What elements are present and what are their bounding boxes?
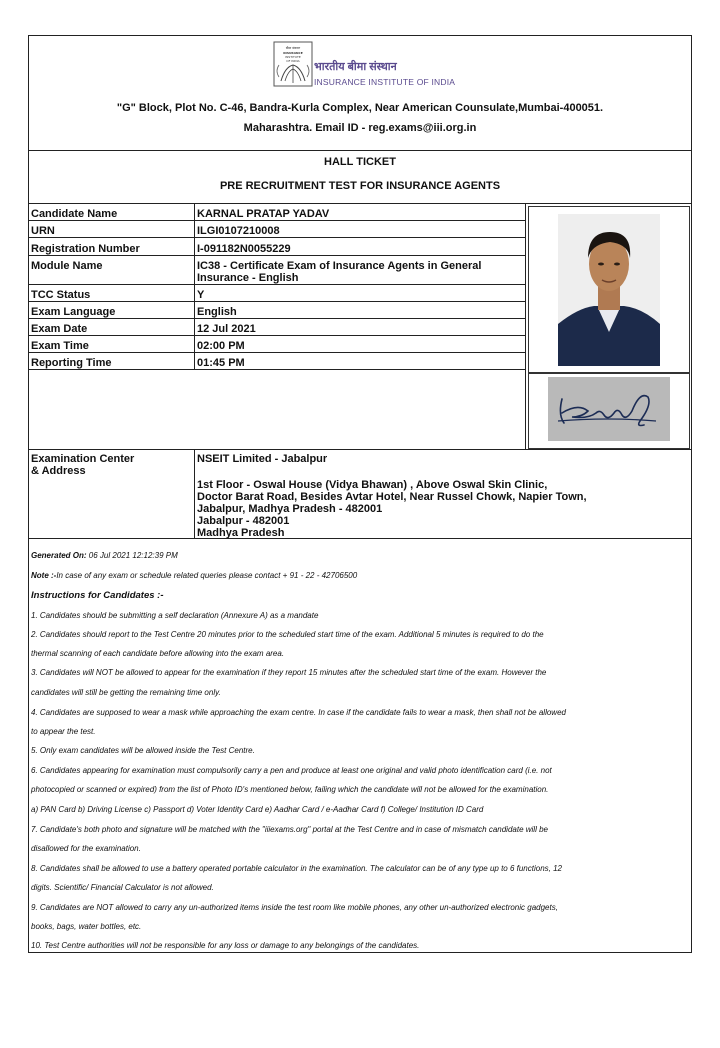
- row-divider: [29, 220, 525, 221]
- note-text: In case of any exam or schedule related queries please contact + 91 - 22 - 42706500: [56, 571, 358, 580]
- svg-text:INSURANCE: INSURANCE: [283, 51, 303, 55]
- row-divider: [29, 255, 525, 256]
- contact-note: [31, 571, 357, 580]
- instructions-heading: Instructions for Candidates :-: [31, 590, 164, 601]
- ticket-title-block: [29, 150, 691, 204]
- exam-date-value: 12 Jul 2021: [197, 323, 256, 335]
- exam-center-address-line3: Jabalpur, Madhya Pradesh - 482001: [197, 503, 383, 515]
- reporting-time-label: Reporting Time: [31, 357, 112, 369]
- instruction-line: 10. Test Centre authorities will not be responsible for any loss or damage to any belongings of the candidates.: [31, 941, 420, 950]
- exam-date-label: Exam Date: [31, 323, 88, 335]
- institute-logo-icon: [273, 41, 313, 87]
- institute-email-line: Maharashtra. Email ID - reg.exams@iii.org.in: [243, 122, 477, 134]
- row-divider: [29, 284, 525, 285]
- candidate-signature: [548, 377, 670, 441]
- exam-center-address-line4: Jabalpur - 482001: [197, 515, 290, 527]
- instruction-line: 7. Candidate's both photo and signature will be matched with the "iiiexams.org" portal at the Test Centre and in case of mismatch candidate will be: [31, 825, 548, 834]
- instruction-line: 5. Only exam candidates will be allowed inside the Test Centre.: [31, 746, 255, 755]
- exam-center-name: NSEIT Limited - Jabalpur: [197, 453, 328, 465]
- hall-ticket: [28, 35, 692, 953]
- row-divider: [29, 301, 525, 302]
- row-divider: [29, 369, 525, 370]
- exam-time-label: Exam Time: [31, 340, 89, 352]
- exam-center-label-line1: Examination Center: [31, 453, 135, 465]
- instruction-line: thermal scanning of each candidate before allowing into the exam area.: [31, 649, 285, 658]
- candidate-name-label: Candidate Name: [31, 208, 118, 220]
- exam-language-label: Exam Language: [31, 306, 116, 318]
- column-divider: [194, 203, 195, 369]
- instruction-line: 6. Candidates appearing for examination must compulsorily carry a pen and produce at least one original and valid photo identification card (i.e. not: [31, 766, 552, 775]
- instruction-line: 8. Candidates shall be allowed to use a battery operated portable calculator in the examination. The calculator can be of any type up to 6 functions, 12: [31, 864, 562, 873]
- exam-title: PRE RECRUITMENT TEST FOR INSURANCE AGENTS: [219, 180, 501, 192]
- institute-address: "G" Block, Plot No. C-46, Bandra-Kurla Complex, Near American Counsulate,Mumbai-400051.: [116, 102, 604, 114]
- exam-center-address-line5: Madhya Pradesh: [197, 527, 285, 539]
- ticket-title: HALL TICKET: [324, 156, 396, 168]
- instruction-line: digits. Scientific/ Financial Calculator is not allowed.: [31, 883, 214, 892]
- generated-on-label: Generated On:: [31, 551, 87, 560]
- generated-on-value: 06 Jul 2021 12:12:39 PM: [86, 551, 178, 560]
- registration-number-label: Registration Number: [31, 243, 140, 255]
- section-divider: [29, 449, 691, 450]
- exam-language-value: English: [197, 306, 237, 318]
- instruction-line: to appear the test.: [31, 727, 96, 736]
- svg-text:INSTITUTE: INSTITUTE: [285, 55, 301, 59]
- registration-number-value: I-091182N0055229: [197, 243, 291, 255]
- svg-text:बीमा संस्थान: बीमा संस्थान: [285, 46, 301, 50]
- exam-center-label-line2: & Address: [31, 465, 86, 477]
- org-name-hindi: भारतीय बीमा संस्थान: [314, 61, 397, 73]
- instruction-line: disallowed for the examination.: [31, 844, 141, 853]
- instruction-line: a) PAN Card b) Driving License c) Passport d) Voter Identity Card e) Aadhar Card / e-Aadhar Card f) College/ Institution ID Card: [31, 805, 484, 814]
- row-divider: [29, 318, 525, 319]
- urn-label: URN: [31, 225, 55, 237]
- instruction-line: 2. Candidates should report to the Test Centre 20 minutes prior to the scheduled start time of the exam. Additional 5 minutes is required to do the: [31, 630, 544, 639]
- note-label: Note :-: [31, 571, 57, 580]
- exam-center-address-line1: 1st Floor - Oswal House (Vidya Bhawan) , Above Oswal Skin Clinic,: [197, 479, 548, 491]
- instruction-line: 1. Candidates should be submitting a self declaration (Annexure A) as a mandate: [31, 611, 319, 620]
- section-divider: [29, 538, 691, 539]
- row-divider: [29, 352, 525, 353]
- reporting-time-value: 01:45 PM: [197, 357, 245, 369]
- column-divider: [194, 449, 195, 538]
- exam-center-address-line2: Doctor Barat Road, Besides Avtar Hotel, Near Russel Chowk, Napier Town,: [197, 491, 587, 503]
- module-name-value-line1: IC38 - Certificate Exam of Insurance Agents in General: [197, 260, 482, 272]
- org-name-english: INSURANCE INSTITUTE OF INDIA: [314, 77, 456, 87]
- generated-on: [31, 551, 178, 560]
- instruction-line: candidates will still be getting the remaining time only.: [31, 688, 221, 697]
- candidate-photo: [558, 214, 660, 366]
- instruction-line: photocopied or scanned or expired) from the list of Photo ID's mentioned below, failing which the candidate will not be allowed for the examination.: [31, 785, 549, 794]
- module-name-value-line2: Insurance - English: [197, 272, 299, 284]
- exam-time-value: 02:00 PM: [197, 340, 245, 352]
- tcc-status-value: Y: [197, 289, 205, 301]
- column-divider: [525, 203, 526, 449]
- instruction-line: 3. Candidates will NOT be allowed to appear for the examination if they report 15 minutes after the scheduled start time of the exam. However the: [31, 668, 547, 677]
- ticket-header: [29, 36, 691, 151]
- urn-value: ILGI0107210008: [197, 225, 280, 237]
- tcc-status-label: TCC Status: [31, 289, 91, 301]
- svg-text:OF INDIA: OF INDIA: [286, 59, 300, 63]
- instruction-line: 9. Candidates are NOT allowed to carry any un-authorized items inside the test room like mobile phones, any other un-authorized electronic gadgets,: [31, 903, 558, 912]
- instruction-line: 4. Candidates are supposed to wear a mask while approaching the exam centre. In case if the candidate fails to wear a mask, then shall not be allowed: [31, 708, 566, 717]
- candidate-name-value: KARNAL PRATAP YADAV: [197, 208, 330, 220]
- module-name-label: Module Name: [31, 260, 103, 272]
- row-divider: [29, 335, 525, 336]
- instruction-line: books, bags, water bottles, etc.: [31, 922, 142, 931]
- row-divider: [29, 237, 525, 238]
